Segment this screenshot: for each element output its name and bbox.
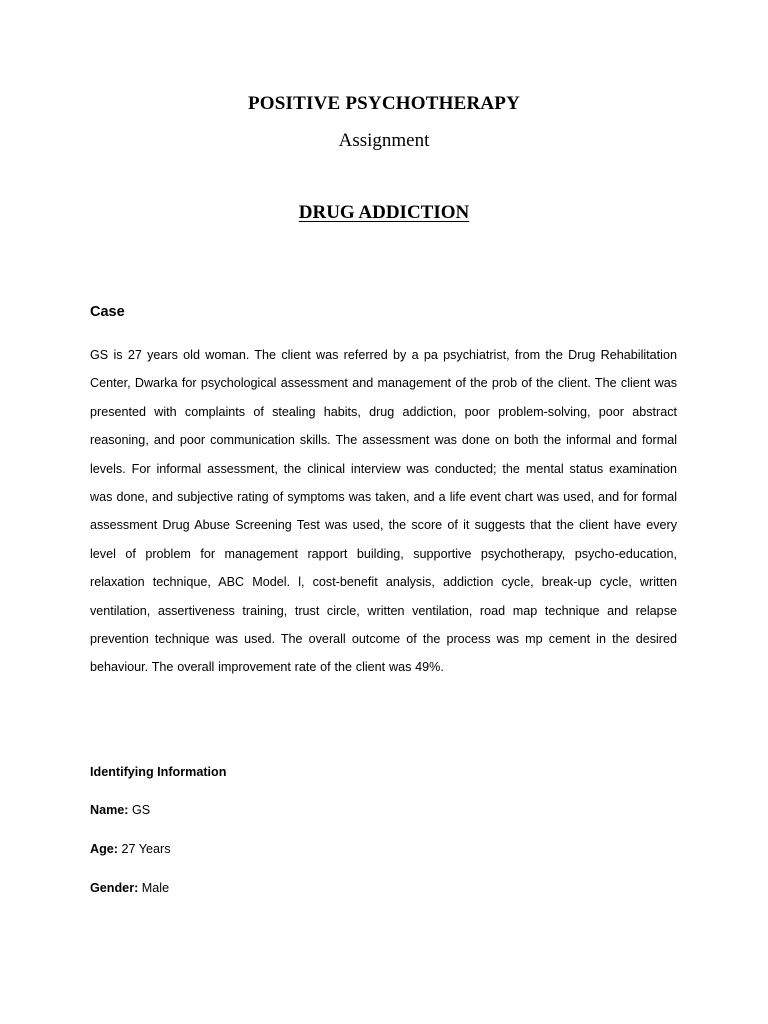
age-field <box>90 842 171 856</box>
document-topic-heading: DRUG ADDICTION <box>298 202 470 223</box>
age-label: Age: <box>90 842 118 856</box>
identifying-information-heading: Identifying Information <box>90 765 227 779</box>
name-value: GS <box>132 803 151 817</box>
gender-value: Male <box>141 881 170 895</box>
case-paragraph: GS is 27 years old woman. The client was referred by a pa psychiatrist, from the Drug Rehabilitation Center, Dwarka for psychological assessment and management of the prob of the client. The client was presented with complaints of stealing habits, drug addiction, poor problem-solving, poor abstract reasoning, and poor communication skills. The assessment was done on both the informal and formal levels. For informal assessment, the clinical interview was conducted; the mental status examination was done, and subjective rating of symptoms was taken, and a life event chart was used, and for formal assessment Drug Abuse Screening Test was used, the score of it suggests that the client have every level of problem for management rapport building, supportive psychotherapy, psycho-education, relaxation technique, ABC Model. l, cost-benefit analysis, addiction cycle, break-up cycle, written ventilation, assertiveness training, trust circle, written ventilation, road map technique and relapse prevention technique was used. The overall outcome of the process was mp cement in the desired behaviour. The overall improvement rate of the client was 49%. <box>90 348 677 675</box>
name-label: Name: <box>90 803 129 817</box>
document-title: POSITIVE PSYCHOTHERAPY <box>247 93 521 114</box>
case-heading: Case <box>90 304 125 320</box>
document-subtitle: Assignment <box>338 130 430 151</box>
gender-label: Gender: <box>90 881 139 895</box>
age-value: 27 Years <box>121 842 171 856</box>
name-field <box>90 803 150 817</box>
gender-field <box>90 881 169 895</box>
